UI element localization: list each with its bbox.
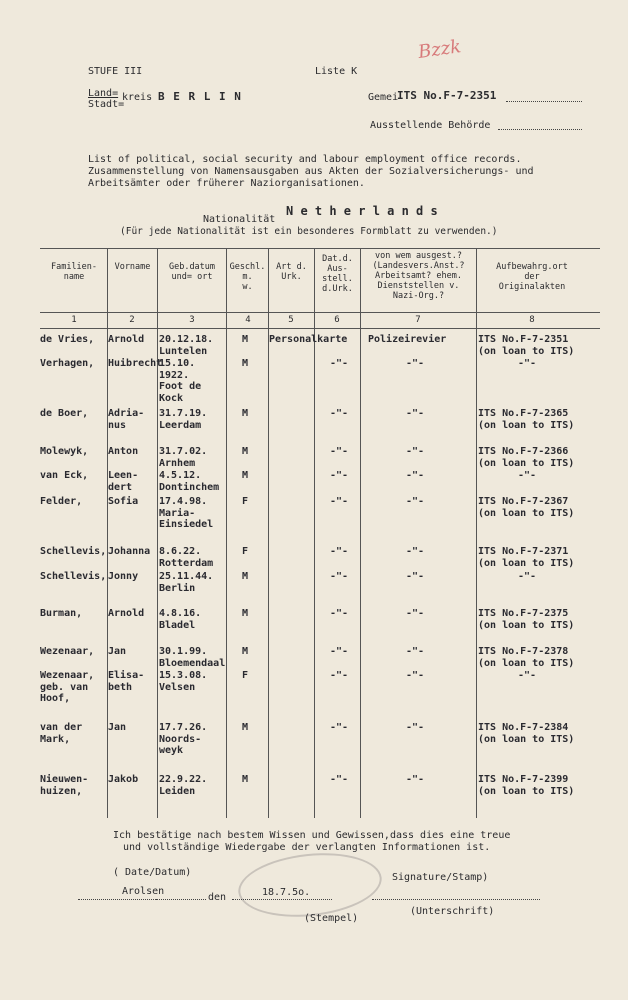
gemeinde-label: Gemei <box>368 92 399 103</box>
header-geburtsdatum: Geb.datum und= ort <box>168 262 216 282</box>
cell-familienname: de Boer, <box>40 408 89 419</box>
cell-vorname: Arnold <box>108 608 145 619</box>
cell-von-wem: -"- <box>406 470 425 481</box>
cell-geburt: 15.3.08. Velsen <box>159 670 208 693</box>
cell-geschlecht: M <box>242 722 249 733</box>
cell-von-wem: -"- <box>406 408 425 419</box>
cell-vorname: Jan <box>108 722 127 733</box>
cell-datum-ausstellung: -"- <box>330 722 349 733</box>
faded-stamp <box>235 847 385 924</box>
cell-aufbewahrungsort: ITS No.F-7-2371 (on loan to ITS) <box>478 546 575 569</box>
cell-aufbewahrungsort: ITS No.F-7-2378 (on loan to ITS) <box>478 646 575 669</box>
col-num-6: 6 <box>334 315 340 325</box>
cell-von-wem: -"- <box>406 358 425 369</box>
header-von-wem: von wem ausgest.? (Landesvers.Anst.? Arbeitsamt? ehem. Dienststellen v. Nazi-Org.? <box>372 251 465 301</box>
cell-aufbewahrungsort: -"- <box>518 571 537 582</box>
col-divider-2 <box>157 248 158 818</box>
cell-geburt: 15.10. 1922. Foot de Kock <box>159 358 202 404</box>
cell-aufbewahrungsort: ITS No.F-7-2375 (on loan to ITS) <box>478 608 575 631</box>
cell-geburt: 4.5.12. Dontinchem <box>159 470 220 493</box>
cell-familienname: van Eck, <box>40 470 89 481</box>
cell-vorname: Jan <box>108 646 127 657</box>
behoerde-dotted-line <box>498 129 582 130</box>
col-num-5: 5 <box>288 315 294 325</box>
cell-familienname: Schellevis, <box>40 546 107 557</box>
cell-von-wem: -"- <box>406 774 425 785</box>
header-geschlecht: Geschl. m. w. <box>229 262 266 292</box>
cell-geschlecht: M <box>242 608 249 619</box>
col-num-8: 8 <box>529 315 535 325</box>
cell-geschlecht: M <box>242 358 249 369</box>
cell-familienname: Felder, <box>40 496 83 507</box>
its-number-header: ITS No.F-7-2351 <box>397 89 497 102</box>
cell-familienname: Wezenaar, geb. van Hoof, <box>40 670 95 704</box>
cell-geschlecht: M <box>242 646 249 657</box>
header-datum-ausstellung: Dat.d. Aus- stell. d.Urk. <box>322 254 353 294</box>
cell-vorname: Leen- dert <box>108 470 139 493</box>
nationality-label: Nationalität <box>203 214 276 225</box>
cell-geburt: 31.7.19. Leerdam <box>159 408 208 431</box>
den-label: den <box>208 892 227 903</box>
cell-vorname: Adria- nus <box>108 408 145 431</box>
cell-datum-ausstellung: -"- <box>330 358 349 369</box>
cell-vorname: Arnold <box>108 334 145 345</box>
signature-label: Signature/Stamp) <box>392 872 489 883</box>
cell-vorname: Johanna <box>108 546 151 557</box>
red-handwritten-mark: Bzzk <box>416 36 463 63</box>
cell-geburt: 17.7.26. Noords- weyk <box>159 722 208 756</box>
intro-line-1: List of political, social security and labour employment office records. <box>88 154 522 165</box>
cell-aufbewahrungsort: -"- <box>518 470 537 481</box>
cell-geschlecht: M <box>242 446 249 457</box>
header-art-urkunde: Art d. Urk. <box>276 262 307 282</box>
col-divider-7 <box>476 248 477 818</box>
cell-datum-ausstellung: -"- <box>330 774 349 785</box>
place-value: Arolsen <box>122 886 165 897</box>
cell-datum-ausstellung: -"- <box>330 608 349 619</box>
header-aufbewahrungsort: Aufbewahrg.ort der Originalakten <box>496 262 568 292</box>
cell-geburt: 25.11.44. Berlin <box>159 571 214 594</box>
header-vorname: Vorname <box>114 262 151 272</box>
cell-geburt: 4.8.16. Bladel <box>159 608 202 631</box>
cell-familienname: Schellevis, <box>40 571 107 582</box>
behoerde-label: Ausstellende Behörde <box>370 120 491 131</box>
cell-geschlecht: M <box>242 470 249 481</box>
cell-aufbewahrungsort: ITS No.F-7-2365 (on loan to ITS) <box>478 408 575 431</box>
cell-von-wem: -"- <box>406 571 425 582</box>
cell-datum-ausstellung: -"- <box>330 408 349 419</box>
cell-aufbewahrungsort: ITS No.F-7-2367 (on loan to ITS) <box>478 496 575 519</box>
col-divider-6 <box>360 248 361 818</box>
city-name: B E R L I N <box>158 90 242 103</box>
stempel-label: (Stempel) <box>304 913 359 924</box>
cell-geburt: 30.1.99. Bloemendaal <box>159 646 226 669</box>
land-label: Land= <box>88 88 119 99</box>
certification-line-2: und vollständige Wiedergabe der verlangten Informationen ist. <box>123 842 491 853</box>
cell-von-wem: -"- <box>406 446 425 457</box>
cell-geburt: 8.6.22. Rotterdam <box>159 546 214 569</box>
cell-geschlecht: F <box>242 496 249 507</box>
table-header-divider <box>40 312 600 313</box>
cell-datum-ausstellung: -"- <box>330 546 349 557</box>
nationality-value: N e t h e r l a n d s <box>286 204 438 218</box>
col-num-7: 7 <box>415 315 421 325</box>
cell-aufbewahrungsort: ITS No.F-7-2351 (on loan to ITS) <box>478 334 575 357</box>
signature-dotted-line <box>372 899 540 900</box>
col-num-4: 4 <box>245 315 251 325</box>
date-dotted-line <box>232 899 332 900</box>
cell-vorname: Sofia <box>108 496 139 507</box>
cell-geschlecht: M <box>242 571 249 582</box>
cell-datum-ausstellung: -"- <box>330 571 349 582</box>
col-num-1: 1 <box>71 315 77 325</box>
cell-geschlecht: M <box>242 408 249 419</box>
cell-familienname: Molewyk, <box>40 446 89 457</box>
intro-line-2: Zusammenstellung von Namensausgaben aus Akten der Sozialversicherungs- und <box>88 166 534 177</box>
date-label: ( Date/Datum) <box>113 867 192 878</box>
cell-von-wem: -"- <box>406 670 425 681</box>
cell-geschlecht: F <box>242 546 249 557</box>
cell-datum-ausstellung: -"- <box>330 496 349 507</box>
cell-aufbewahrungsort: ITS No.F-7-2399 (on loan to ITS) <box>478 774 575 797</box>
cell-familienname: Burman, <box>40 608 83 619</box>
cell-familienname: Verhagen, <box>40 358 95 369</box>
cell-datum-ausstellung: -"- <box>330 470 349 481</box>
cell-geburt: 20.12.18. Luntelen <box>159 334 214 357</box>
cell-von-wem: -"- <box>406 646 425 657</box>
cell-datum-ausstellung: -"- <box>330 446 349 457</box>
cell-vorname: Elisa- beth <box>108 670 145 693</box>
stufe-label: STUFE III <box>88 66 143 77</box>
cell-aufbewahrungsort: -"- <box>518 358 537 369</box>
cell-familienname: van der Mark, <box>40 722 83 745</box>
cell-vorname: Jakob <box>108 774 139 785</box>
cell-geburt: 22.9.22. Leiden <box>159 774 208 797</box>
kreis-label: kreis <box>122 92 153 103</box>
header-familienname: Familien- name <box>50 262 98 282</box>
cell-geschlecht: F <box>242 670 249 681</box>
col-num-2: 2 <box>129 315 135 325</box>
cell-aufbewahrungsort: ITS No.F-7-2384 (on loan to ITS) <box>478 722 575 745</box>
cell-von-wem: Polizeirevier <box>368 334 447 345</box>
cell-geburt: 17.4.98. Maria- Einsiedel <box>159 496 214 530</box>
place-dotted-line-left <box>78 899 156 900</box>
cell-datum-ausstellung: -"- <box>330 646 349 657</box>
date-value: 18.7.5o. <box>262 887 311 898</box>
place-dotted-line-right <box>156 899 206 900</box>
intro-line-3: Arbeitsämter oder früherer Naziorganisationen. <box>88 178 365 189</box>
cell-familienname: de Vries, <box>40 334 95 345</box>
unterschrift-label: (Unterschrift) <box>410 906 495 917</box>
col-divider-3 <box>226 248 227 818</box>
table-top-border <box>40 248 600 249</box>
cell-von-wem: -"- <box>406 722 425 733</box>
cell-vorname: Jonny <box>108 571 139 582</box>
cell-geburt: 31.7.02. Arnhem <box>159 446 208 469</box>
col-num-3: 3 <box>189 315 195 325</box>
cell-von-wem: -"- <box>406 608 425 619</box>
cell-von-wem: -"- <box>406 546 425 557</box>
cell-von-wem: -"- <box>406 496 425 507</box>
stadt-label: Stadt= <box>88 99 125 110</box>
cell-vorname: Anton <box>108 446 139 457</box>
cell-datum-ausstellung: -"- <box>330 670 349 681</box>
cell-aufbewahrungsort: -"- <box>518 670 537 681</box>
table-number-divider <box>40 328 600 329</box>
cell-aufbewahrungsort: ITS No.F-7-2366 (on loan to ITS) <box>478 446 575 469</box>
cell-art-urkunde: Personalkarte <box>269 334 348 345</box>
cell-geschlecht: M <box>242 334 249 345</box>
cell-geschlecht: M <box>242 774 249 785</box>
cell-vorname: Huibrecht <box>108 358 163 369</box>
gemeinde-dotted-line <box>506 101 582 102</box>
cell-familienname: Nieuwen- huizen, <box>40 774 89 797</box>
nationality-note: (Für jede Nationalität ist ein besonderes Formblatt zu verwenden.) <box>120 226 498 237</box>
cell-familienname: Wezenaar, <box>40 646 95 657</box>
certification-line-1: Ich bestätige nach bestem Wissen und Gewissen,dass dies eine treue <box>113 830 511 841</box>
liste-label: Liste K <box>315 66 358 77</box>
